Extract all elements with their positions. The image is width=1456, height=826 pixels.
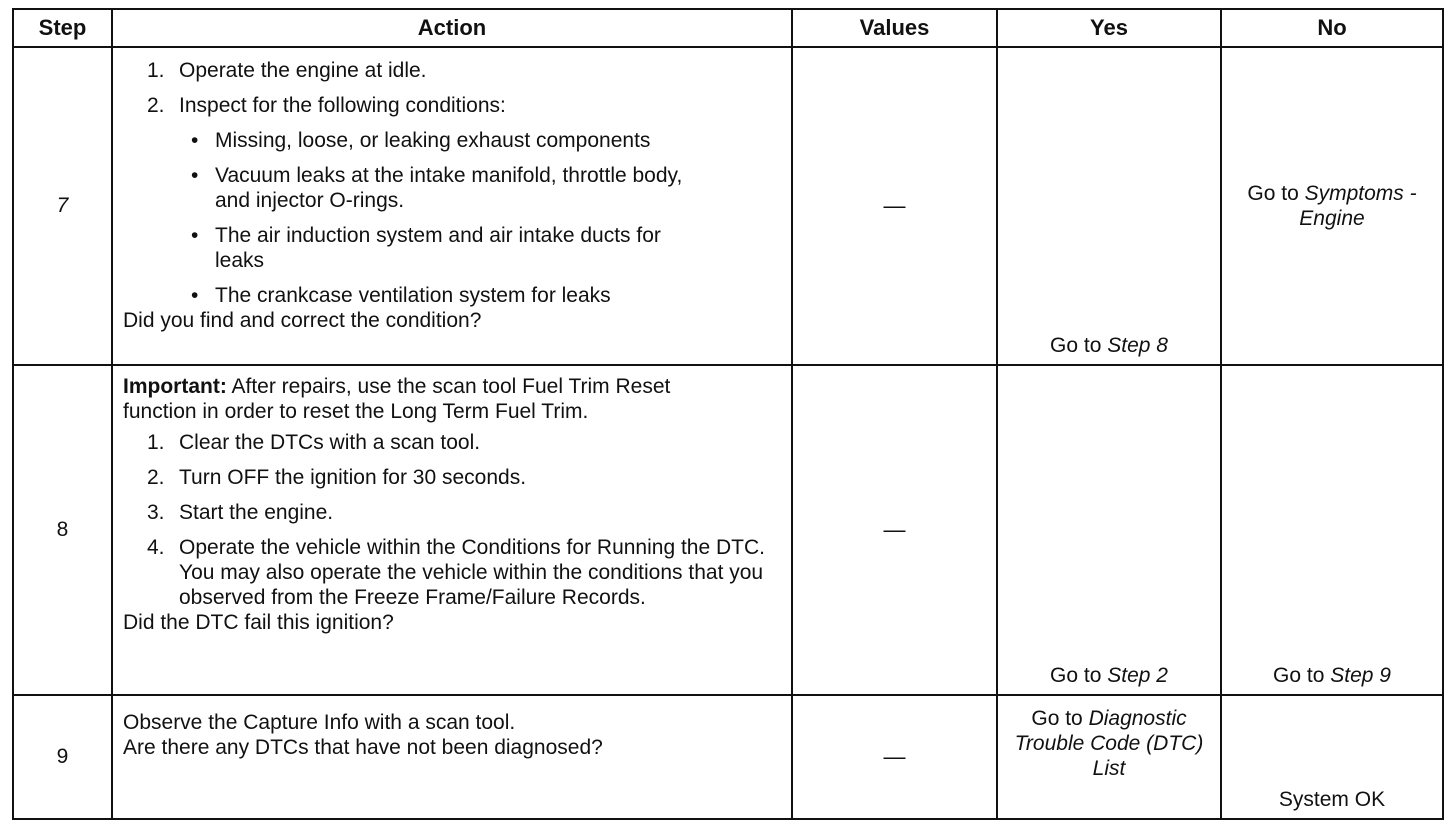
yes-link[interactable]: Step 2 bbox=[1107, 664, 1168, 687]
yes-cell: Go to Step 2 bbox=[997, 365, 1221, 695]
values-cell: — bbox=[792, 47, 997, 365]
yes-cell: Go to Diagnostic Trouble Code (DTC) List bbox=[997, 695, 1221, 819]
no-cell: Go to Step 9 bbox=[1221, 365, 1443, 695]
step-number: 9 bbox=[13, 695, 112, 819]
header-step: Step bbox=[13, 9, 112, 47]
no-link[interactable]: Step 9 bbox=[1330, 664, 1391, 687]
list-item: 1. Clear the DTCs with a scan tool. bbox=[147, 431, 481, 454]
values-cell: — bbox=[792, 695, 997, 819]
instruction-text: Observe the Capture Info with a scan tool. bbox=[123, 711, 516, 734]
action-cell bbox=[112, 47, 792, 365]
yes-cell: Go to Step 8 bbox=[997, 47, 1221, 365]
action-cell bbox=[112, 365, 792, 695]
list-item: 2. Turn OFF the ignition for 30 seconds. bbox=[147, 466, 527, 489]
table-row-step-8 bbox=[13, 365, 1443, 695]
step-number: 7 bbox=[13, 47, 112, 365]
table-row-step-7 bbox=[13, 47, 1443, 365]
header-row bbox=[13, 9, 1443, 47]
header-yes: Yes bbox=[997, 9, 1221, 47]
no-link[interactable]: Symptoms - Engine bbox=[1299, 182, 1417, 230]
values-cell: — bbox=[792, 365, 997, 695]
bullet-item: • Vacuum leaks at the intake manifold, throttle body, and injector O-rings. bbox=[191, 164, 683, 212]
list-item: 2. Inspect for the following conditions: bbox=[147, 94, 506, 117]
bullet-item: • Missing, loose, or leaking exhaust components bbox=[191, 129, 651, 152]
header-action: Action bbox=[112, 9, 792, 47]
table-row-step-9 bbox=[13, 695, 1443, 819]
no-cell: Go to Symptoms - Engine bbox=[1221, 47, 1443, 365]
question-text: Did you find and correct the condition? bbox=[123, 309, 482, 332]
bullet-item: • The crankcase ventilation system for leaks bbox=[191, 284, 611, 307]
question-text: Are there any DTCs that have not been diagnosed? bbox=[123, 736, 603, 759]
question-text: Did the DTC fail this ignition? bbox=[123, 611, 394, 634]
important-note: Important: After repairs, use the scan tool Fuel Trim Reset function in order to reset the Long Term Fuel Trim. bbox=[123, 375, 671, 423]
diagnostic-table bbox=[12, 8, 1444, 820]
list-item: 1. Operate the engine at idle. bbox=[147, 59, 427, 82]
step-number: 8 bbox=[13, 365, 112, 695]
yes-link[interactable]: Diagnostic Trouble Code (DTC) List bbox=[1014, 707, 1204, 780]
bullet-item: • The air induction system and air intake ducts for leaks bbox=[191, 224, 661, 272]
action-cell bbox=[112, 695, 792, 819]
list-item: 4. Operate the vehicle within the Conditions for Running the DTC. You may also operate the vehicle within the conditions that you observed from the Freeze Frame/Failure Records. bbox=[147, 536, 765, 609]
no-cell bbox=[1221, 695, 1443, 819]
list-item: 3. Start the engine. bbox=[147, 501, 334, 524]
yes-link[interactable]: Step 8 bbox=[1107, 334, 1168, 357]
no-text: System OK bbox=[1278, 788, 1386, 811]
header-values: Values bbox=[792, 9, 997, 47]
header-no: No bbox=[1221, 9, 1443, 47]
